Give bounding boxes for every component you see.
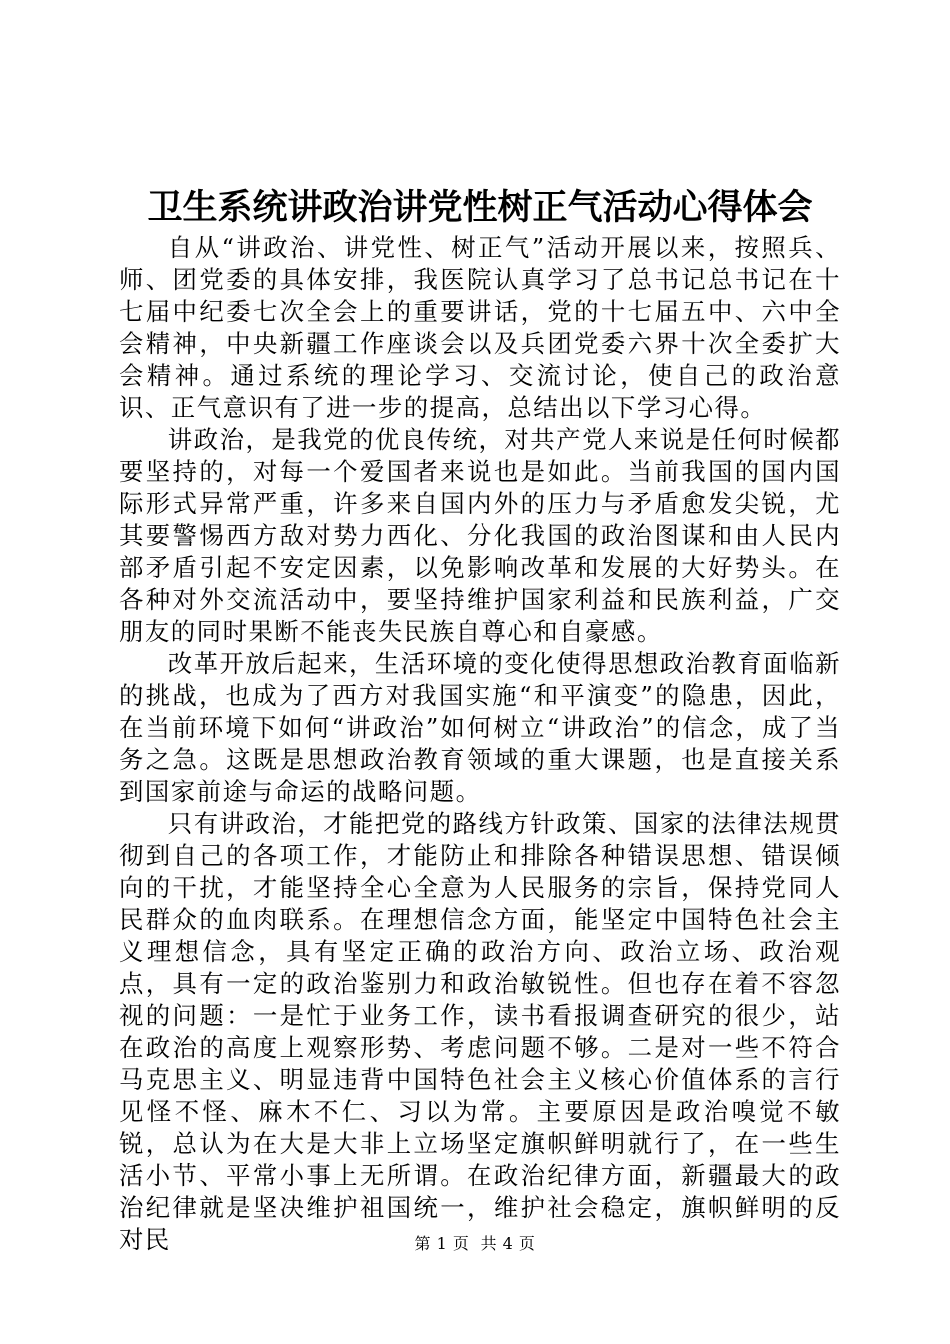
paragraph-reform-challenges: 改革开放后起来，生活环境的变化使得思想政治教育面临新的挑战，也成为了西方对我国实施“和平演变”的隐患，因此，在当前环境下如何“讲政治”如何树立“讲政治”的信念，成了当务之急。这既是思想政治教育领域的重大课题，也是直接关系到国家前途与命运的战略问题。 [119,649,841,806]
paragraph-intro: 自从“讲政治、讲党性、树正气”活动开展以来，按照兵、师、团党委的具体安排，我医院认真学习了总书记总书记在十七届中纪委七次全会上的重要讲话，党的十七届五中、六中全会精神，中央新疆工作座谈会以及兵团党委六界十次全委扩大会精神。通过系统的理论学习、交流讨论，使自己的政治意识、正气意识有了进一步的提高，总结出以下学习心得。 [119,233,841,422]
page-footer [0,1233,950,1255]
paragraph-politics-tradition: 讲政治，是我党的优良传统，对共产党人来说是任何时候都要坚持的，对每一个爱国者来说也是如此。当前我国的国内国际形式异常严重，许多来自国内外的压力与矛盾愈发尖锐，尤其要警惕西方敌对势力西化、分化我国的政治图谋和由人民内部矛盾引起不安定因素，以免影响改革和发展的大好势头。在各种对外交流活动中，要坚持维护国家利益和民族利益，广交朋友的同时果断不能丧失民族自尊心和自豪感。 [119,425,841,646]
document-title: 卫生系统讲政治讲党性树正气活动心得体会 [147,187,813,228]
paragraph-problems-analysis: 只有讲政治，才能把党的路线方针政策、国家的法律法规贯彻到自己的各项工作，才能防止和排除各种错误思想、错误倾向的干扰，才能坚持全心全意为人民服务的宗旨，保持党同人民群众的血肉联系。在理想信念方面，能坚定中国特色社会主义理想信念，具有坚定正确的政治方向、政治立场、政治观点，具有一定的政治鉴别力和政治敏锐性。但也存在着不容忽视的问题：一是忙于业务工作，读书看报调查研究的很少，站在政治的高度上观察形势、考虑问题不够。二是对一些不符合马克思主义、明显违背中国特色社会主义核心价值体系的言行见怪不怪、麻木不仁、习以为常。主要原因是政治嗅觉不敏锐，总认为在大是大非上立场坚定旗帜鲜明就行了，在一些生活小节、平常小事上无所谓。在政治纪律方面，新疆最大的政治纪律就是坚决维护祖国统一，维护社会稳定，旗帜鲜明的反对民 [119,809,841,1254]
page-number-label: 第 1 页 共 4 页 [414,1234,536,1253]
document-body [119,232,841,1256]
